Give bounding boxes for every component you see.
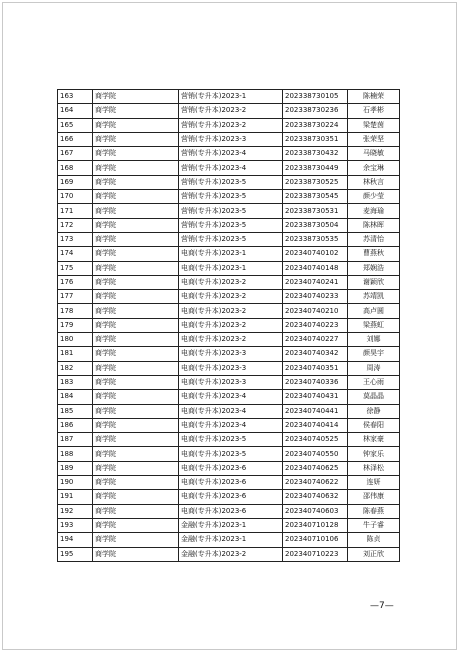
student-id-cell: 202338730105	[283, 90, 348, 104]
table-row	[58, 304, 400, 318]
serial-number-cell: 191	[58, 490, 93, 504]
student-name-cell: 颜昊宇	[348, 347, 400, 361]
serial-number-cell: 188	[58, 447, 93, 461]
serial-number-cell: 168	[58, 161, 93, 175]
class-cell: 营销(专升本)2023-5	[179, 204, 283, 218]
class-cell: 电商(专升本)2023-5	[179, 447, 283, 461]
class-cell: 电商(专升本)2023-2	[179, 290, 283, 304]
student-name-cell: 陈林晖	[348, 218, 400, 232]
class-cell: 金融(专升本)2023-1	[179, 518, 283, 532]
student-id-cell: 202338730432	[283, 147, 348, 161]
table-row	[58, 476, 400, 490]
student-id-cell: 202338730449	[283, 161, 348, 175]
student-id-cell: 202340740223	[283, 318, 348, 332]
college-cell: 商学院	[93, 418, 179, 432]
serial-number-cell: 171	[58, 204, 93, 218]
college-cell: 商学院	[93, 390, 179, 404]
student-list-body	[58, 90, 400, 562]
serial-number-cell: 193	[58, 518, 93, 532]
student-id-cell: 202340740441	[283, 404, 348, 418]
serial-number-cell: 164	[58, 104, 93, 118]
table-row	[58, 147, 400, 161]
student-id-cell: 202340740210	[283, 304, 348, 318]
student-name-cell: 侯春阳	[348, 418, 400, 432]
class-cell: 电商(专升本)2023-2	[179, 318, 283, 332]
student-id-cell: 202340740625	[283, 461, 348, 475]
serial-number-cell: 192	[58, 504, 93, 518]
serial-number-cell: 163	[58, 90, 93, 104]
class-cell: 营销(专升本)2023-4	[179, 147, 283, 161]
serial-number-cell: 179	[58, 318, 93, 332]
student-name-cell: 梁楚茵	[348, 118, 400, 132]
serial-number-cell: 169	[58, 175, 93, 189]
student-id-cell: 202340740148	[283, 261, 348, 275]
college-cell: 商学院	[93, 147, 179, 161]
student-name-cell: 莫晶晶	[348, 390, 400, 404]
student-name-cell: 马晓敏	[348, 147, 400, 161]
student-id-cell: 202340740336	[283, 375, 348, 389]
class-cell: 电商(专升本)2023-4	[179, 404, 283, 418]
college-cell: 商学院	[93, 318, 179, 332]
serial-number-cell: 180	[58, 333, 93, 347]
college-cell: 商学院	[93, 218, 179, 232]
college-cell: 商学院	[93, 161, 179, 175]
class-cell: 电商(专升本)2023-1	[179, 261, 283, 275]
student-id-cell: 202340740102	[283, 247, 348, 261]
table-row	[58, 404, 400, 418]
table-row	[58, 232, 400, 246]
college-cell: 商学院	[93, 547, 179, 561]
student-name-cell: 颜少莹	[348, 190, 400, 204]
student-name-cell: 陈楠荣	[348, 90, 400, 104]
serial-number-cell: 175	[58, 261, 93, 275]
student-id-cell: 202338730224	[283, 118, 348, 132]
student-id-cell: 202340740525	[283, 433, 348, 447]
table-row	[58, 118, 400, 132]
student-id-cell: 202338730535	[283, 232, 348, 246]
college-cell: 商学院	[93, 275, 179, 289]
serial-number-cell: 187	[58, 433, 93, 447]
student-id-cell: 202340740550	[283, 447, 348, 461]
serial-number-cell: 182	[58, 361, 93, 375]
student-name-cell: 徐静	[348, 404, 400, 418]
student-name-cell: 张荣坚	[348, 132, 400, 146]
student-name-cell: 余宝琳	[348, 161, 400, 175]
table-row	[58, 433, 400, 447]
student-id-cell: 202340740342	[283, 347, 348, 361]
table-row	[58, 490, 400, 504]
college-cell: 商学院	[93, 461, 179, 475]
class-cell: 营销(专升本)2023-5	[179, 232, 283, 246]
table-row	[58, 504, 400, 518]
student-name-cell: 郑娴浩	[348, 261, 400, 275]
serial-number-cell: 167	[58, 147, 93, 161]
student-id-cell: 202340740431	[283, 390, 348, 404]
college-cell: 商学院	[93, 175, 179, 189]
student-name-cell: 谢颖欣	[348, 275, 400, 289]
table-row	[58, 318, 400, 332]
student-id-cell: 202340740603	[283, 504, 348, 518]
table-row	[58, 290, 400, 304]
page-number: —7—	[370, 601, 394, 611]
student-list-table	[57, 89, 400, 562]
student-id-cell: 202338730525	[283, 175, 348, 189]
class-cell: 电商(专升本)2023-6	[179, 490, 283, 504]
student-id-cell: 202340740414	[283, 418, 348, 432]
table-row	[58, 390, 400, 404]
student-id-cell: 202340740622	[283, 476, 348, 490]
class-cell: 电商(专升本)2023-2	[179, 304, 283, 318]
serial-number-cell: 174	[58, 247, 93, 261]
table-row	[58, 218, 400, 232]
student-name-cell: 连妍	[348, 476, 400, 490]
class-cell: 电商(专升本)2023-6	[179, 504, 283, 518]
student-name-cell: 麦海瑜	[348, 204, 400, 218]
college-cell: 商学院	[93, 304, 179, 318]
class-cell: 营销(专升本)2023-2	[179, 118, 283, 132]
student-name-cell: 林秋言	[348, 175, 400, 189]
college-cell: 商学院	[93, 476, 179, 490]
serial-number-cell: 183	[58, 375, 93, 389]
student-name-cell: 钟家乐	[348, 447, 400, 461]
student-id-cell: 202338730545	[283, 190, 348, 204]
student-id-cell: 202338730351	[283, 132, 348, 146]
student-name-cell: 苏靖凯	[348, 290, 400, 304]
class-cell: 电商(专升本)2023-5	[179, 433, 283, 447]
table-row	[58, 90, 400, 104]
student-id-cell: 202340710128	[283, 518, 348, 532]
student-name-cell: 刘娜	[348, 333, 400, 347]
serial-number-cell: 178	[58, 304, 93, 318]
table-row	[58, 275, 400, 289]
college-cell: 商学院	[93, 504, 179, 518]
serial-number-cell: 185	[58, 404, 93, 418]
college-cell: 商学院	[93, 104, 179, 118]
table-row	[58, 333, 400, 347]
college-cell: 商学院	[93, 247, 179, 261]
student-id-cell: 202338730504	[283, 218, 348, 232]
college-cell: 商学院	[93, 204, 179, 218]
table-row	[58, 261, 400, 275]
class-cell: 电商(专升本)2023-3	[179, 375, 283, 389]
student-name-cell: 苏清怡	[348, 232, 400, 246]
class-cell: 电商(专升本)2023-2	[179, 333, 283, 347]
college-cell: 商学院	[93, 232, 179, 246]
class-cell: 营销(专升本)2023-4	[179, 161, 283, 175]
student-name-cell: 陈贞	[348, 533, 400, 547]
class-cell: 电商(专升本)2023-2	[179, 275, 283, 289]
student-id-cell: 202338730236	[283, 104, 348, 118]
student-name-cell: 林泽松	[348, 461, 400, 475]
student-name-cell: 周涛	[348, 361, 400, 375]
class-cell: 电商(专升本)2023-1	[179, 247, 283, 261]
class-cell: 电商(专升本)2023-6	[179, 476, 283, 490]
class-cell: 营销(专升本)2023-2	[179, 104, 283, 118]
student-name-cell: 王心雨	[348, 375, 400, 389]
class-cell: 电商(专升本)2023-4	[179, 418, 283, 432]
table-row	[58, 418, 400, 432]
class-cell: 电商(专升本)2023-3	[179, 361, 283, 375]
college-cell: 商学院	[93, 433, 179, 447]
class-cell: 营销(专升本)2023-1	[179, 90, 283, 104]
class-cell: 营销(专升本)2023-5	[179, 218, 283, 232]
student-id-cell: 202340710106	[283, 533, 348, 547]
college-cell: 商学院	[93, 361, 179, 375]
student-name-cell: 梁燕虹	[348, 318, 400, 332]
college-cell: 商学院	[93, 447, 179, 461]
table-row	[58, 204, 400, 218]
student-name-cell: 陈春燕	[348, 504, 400, 518]
serial-number-cell: 181	[58, 347, 93, 361]
serial-number-cell: 190	[58, 476, 93, 490]
college-cell: 商学院	[93, 90, 179, 104]
student-name-cell: 曹燕秋	[348, 247, 400, 261]
class-cell: 营销(专升本)2023-3	[179, 132, 283, 146]
table-row	[58, 461, 400, 475]
table-row	[58, 104, 400, 118]
student-name-cell: 石孝彬	[348, 104, 400, 118]
class-cell: 电商(专升本)2023-3	[179, 347, 283, 361]
table-row	[58, 361, 400, 375]
table-row	[58, 247, 400, 261]
student-id-cell: 202340740241	[283, 275, 348, 289]
college-cell: 商学院	[93, 404, 179, 418]
serial-number-cell: 184	[58, 390, 93, 404]
serial-number-cell: 173	[58, 232, 93, 246]
class-cell: 营销(专升本)2023-5	[179, 175, 283, 189]
table-row	[58, 132, 400, 146]
serial-number-cell: 165	[58, 118, 93, 132]
class-cell: 金融(专升本)2023-1	[179, 533, 283, 547]
table-row	[58, 175, 400, 189]
serial-number-cell: 195	[58, 547, 93, 561]
table-row	[58, 518, 400, 532]
serial-number-cell: 186	[58, 418, 93, 432]
college-cell: 商学院	[93, 190, 179, 204]
serial-number-cell: 170	[58, 190, 93, 204]
class-cell: 电商(专升本)2023-4	[179, 390, 283, 404]
class-cell: 电商(专升本)2023-6	[179, 461, 283, 475]
college-cell: 商学院	[93, 347, 179, 361]
serial-number-cell: 166	[58, 132, 93, 146]
college-cell: 商学院	[93, 518, 179, 532]
class-cell: 金融(专升本)2023-2	[179, 547, 283, 561]
serial-number-cell: 177	[58, 290, 93, 304]
table-row	[58, 161, 400, 175]
serial-number-cell: 172	[58, 218, 93, 232]
student-id-cell: 202338730531	[283, 204, 348, 218]
class-cell: 营销(专升本)2023-5	[179, 190, 283, 204]
college-cell: 商学院	[93, 118, 179, 132]
serial-number-cell: 176	[58, 275, 93, 289]
student-name-cell: 牛子睿	[348, 518, 400, 532]
student-name-cell: 邵伟康	[348, 490, 400, 504]
table-row	[58, 447, 400, 461]
student-id-cell: 202340740351	[283, 361, 348, 375]
college-cell: 商学院	[93, 290, 179, 304]
table-row	[58, 347, 400, 361]
college-cell: 商学院	[93, 533, 179, 547]
student-id-cell: 202340710223	[283, 547, 348, 561]
college-cell: 商学院	[93, 132, 179, 146]
college-cell: 商学院	[93, 490, 179, 504]
table-row	[58, 190, 400, 204]
table-row	[58, 375, 400, 389]
student-name-cell: 高卢圆	[348, 304, 400, 318]
student-id-cell: 202340740233	[283, 290, 348, 304]
serial-number-cell: 194	[58, 533, 93, 547]
college-cell: 商学院	[93, 333, 179, 347]
college-cell: 商学院	[93, 375, 179, 389]
student-id-cell: 202340740227	[283, 333, 348, 347]
student-name-cell: 林家豪	[348, 433, 400, 447]
student-id-cell: 202340740632	[283, 490, 348, 504]
serial-number-cell: 189	[58, 461, 93, 475]
college-cell: 商学院	[93, 261, 179, 275]
table-row	[58, 533, 400, 547]
student-name-cell: 刘正欣	[348, 547, 400, 561]
table-row	[58, 547, 400, 561]
